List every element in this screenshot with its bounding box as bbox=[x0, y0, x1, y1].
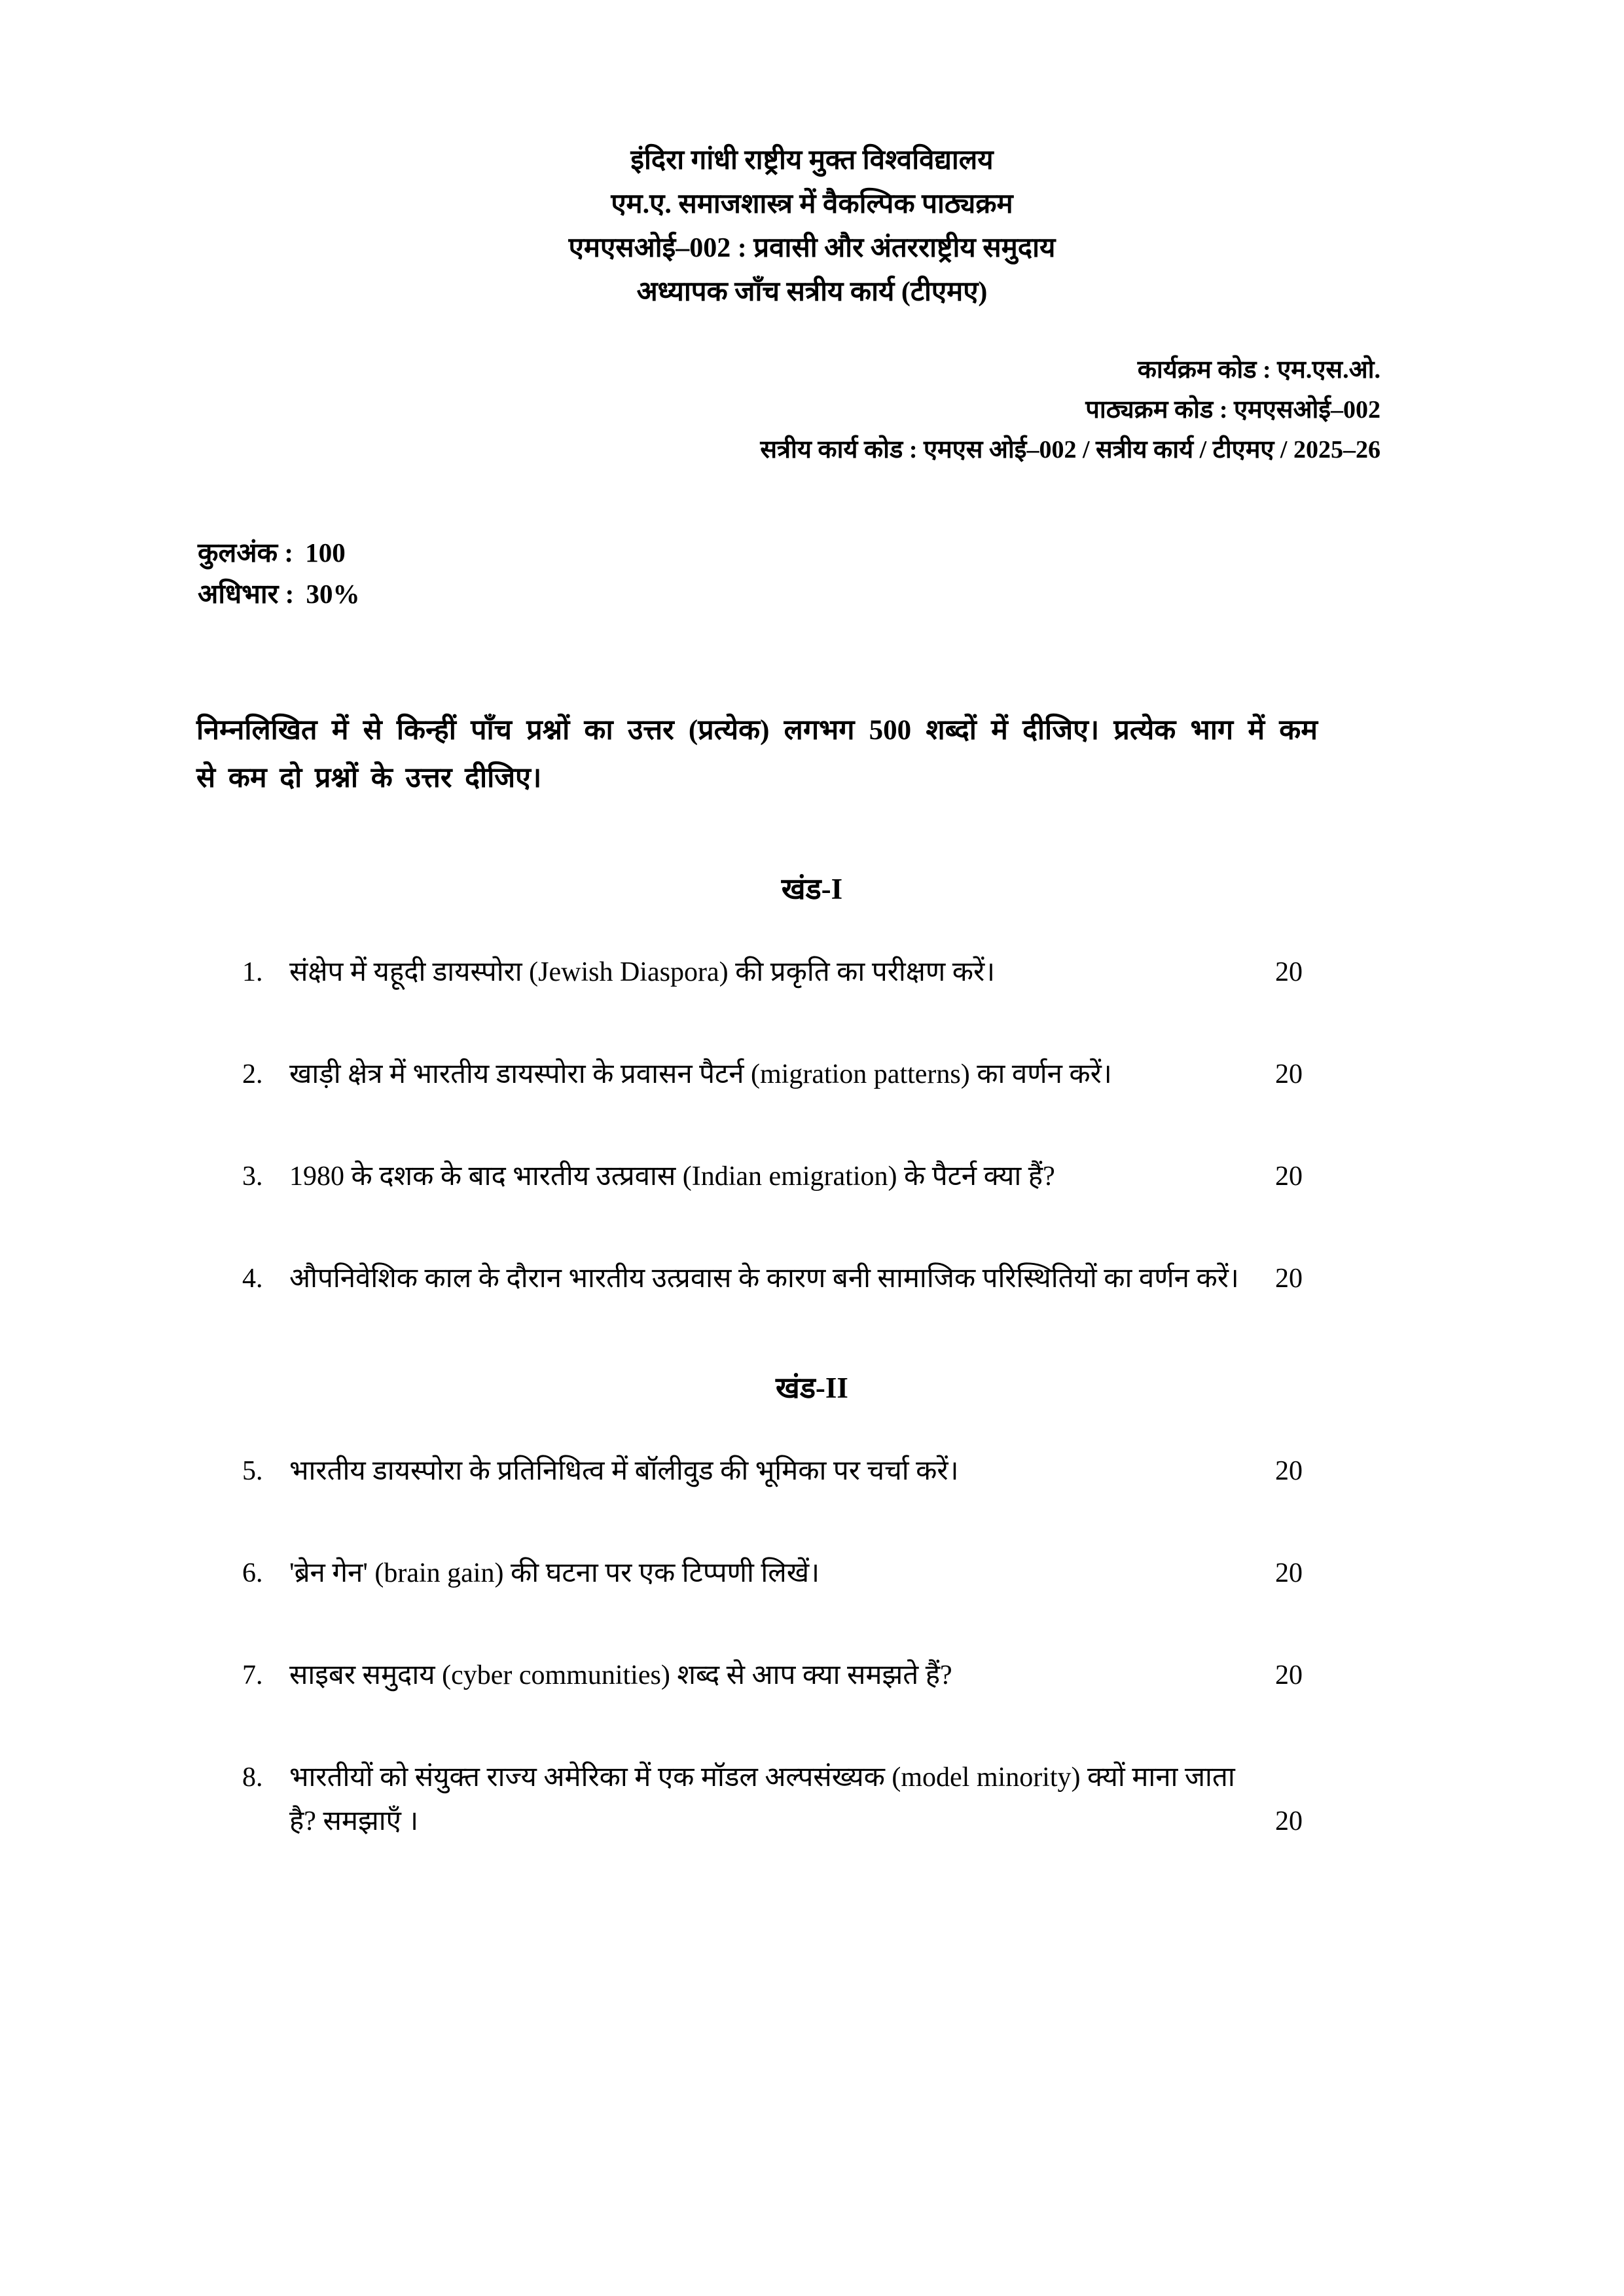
section-1-questions bbox=[242, 951, 1303, 1301]
question-text: संक्षेप में यहूदी डायस्पोरा (Jewish Diaspora) की प्रकृति का परीक्षण करें। bbox=[289, 957, 996, 987]
question-number: 6. bbox=[242, 1558, 263, 1588]
question-row bbox=[242, 1257, 1303, 1301]
question-marks: 20 bbox=[1275, 1059, 1303, 1089]
question-marks: 20 bbox=[1275, 1161, 1303, 1192]
question-number: 8. bbox=[242, 1762, 263, 1793]
question-text: भारतीयों को संयुक्त राज्य अमेरिका में एक मॉडल अल्पसंख्यक (model minority) क्यों माना जाता है? समझाएँ । bbox=[289, 1762, 1235, 1836]
question-row bbox=[242, 1756, 1303, 1844]
question-number: 5. bbox=[242, 1456, 263, 1486]
weightage-label: अधिभार : bbox=[198, 579, 295, 609]
course-code-line: पाठ्यक्रम कोड : एमएसओई–002 bbox=[1085, 396, 1380, 424]
instructions-paragraph: निम्नलिखित में से किन्हीं पाँच प्रश्नों का उत्तर (प्रत्येक) लगभग 500 शब्दों में दीजिए। प्रत्येक भाग में कम से कम दो प्रश्नों के उत्तर दीजिए। bbox=[196, 715, 1318, 793]
total-marks-line bbox=[198, 532, 1624, 574]
question-text: साइबर समुदाय (cyber communities) शब्द से आप क्या समझते हैं? bbox=[289, 1660, 952, 1690]
weightage-line bbox=[198, 574, 1624, 615]
question-row bbox=[242, 1552, 1303, 1595]
question-number: 3. bbox=[242, 1161, 263, 1192]
question-marks: 20 bbox=[1275, 957, 1303, 987]
question-row bbox=[242, 1155, 1303, 1199]
question-text: 1980 के दशक के बाद भारतीय उत्प्रवास (Indian emigration) के पैटर्न क्या हैं? bbox=[289, 1161, 1055, 1192]
question-row bbox=[242, 951, 1303, 994]
weightage-value: 30% bbox=[306, 579, 360, 609]
marks-info bbox=[0, 532, 1624, 615]
university-name: इंदिरा गांधी राष्ट्रीय मुक्त विश्वविद्यालय bbox=[630, 145, 994, 175]
question-text: भारतीय डायस्पोरा के प्रतिनिधित्व में बॉलीवुड की भूमिका पर चर्चा करें। bbox=[289, 1456, 959, 1486]
question-text: औपनिवेशिक काल के दौरान भारतीय उत्प्रवास के कारण बनी सामाजिक परिस्थितियों का वर्णन करें। bbox=[289, 1264, 1239, 1294]
question-number: 2. bbox=[242, 1059, 263, 1089]
question-marks: 20 bbox=[1275, 1456, 1303, 1486]
section-2-heading: खंड-II bbox=[776, 1372, 848, 1404]
section-2-questions bbox=[242, 1449, 1303, 1844]
total-marks-value: 100 bbox=[305, 538, 346, 568]
question-marks: 20 bbox=[1275, 1558, 1303, 1588]
assignment-type: अध्यापक जाँच सत्रीय कार्य (टीएमए) bbox=[636, 277, 988, 307]
question-text: 'ब्रेन गेन' (brain gain) की घटना पर एक टिप्पणी लिखें। bbox=[289, 1558, 820, 1588]
document-header bbox=[0, 0, 1624, 314]
question-marks: 20 bbox=[1275, 1806, 1303, 1836]
question-number: 1. bbox=[242, 957, 263, 987]
total-marks-label: कुलअंक : bbox=[198, 538, 294, 568]
question-row bbox=[242, 1654, 1303, 1698]
codes-block bbox=[0, 350, 1624, 470]
programme-title: एम.ए. समाजशास्त्र में वैकल्पिक पाठ्यक्रम bbox=[611, 189, 1013, 219]
question-row bbox=[242, 1053, 1303, 1097]
section-1-heading: खंड-I bbox=[781, 873, 843, 905]
question-row bbox=[242, 1449, 1303, 1493]
question-number: 7. bbox=[242, 1660, 263, 1690]
question-marks: 20 bbox=[1275, 1264, 1303, 1294]
programme-code-line: कार्यक्रम कोड : एम.एस.ओ. bbox=[1137, 356, 1380, 384]
question-number: 4. bbox=[242, 1264, 263, 1294]
question-text: खाड़ी क्षेत्र में भारतीय डायस्पोरा के प्रवासन पैटर्न (migration patterns) का वर्णन करें। bbox=[289, 1059, 1112, 1089]
assignment-code-line: सत्रीय कार्य कोड : एमएस ओई–002 / सत्रीय कार्य / टीएमए / 2025–26 bbox=[760, 436, 1380, 464]
course-title: एमएसओई–002 : प्रवासी और अंतरराष्ट्रीय समुदाय bbox=[568, 233, 1056, 263]
question-marks: 20 bbox=[1275, 1660, 1303, 1690]
